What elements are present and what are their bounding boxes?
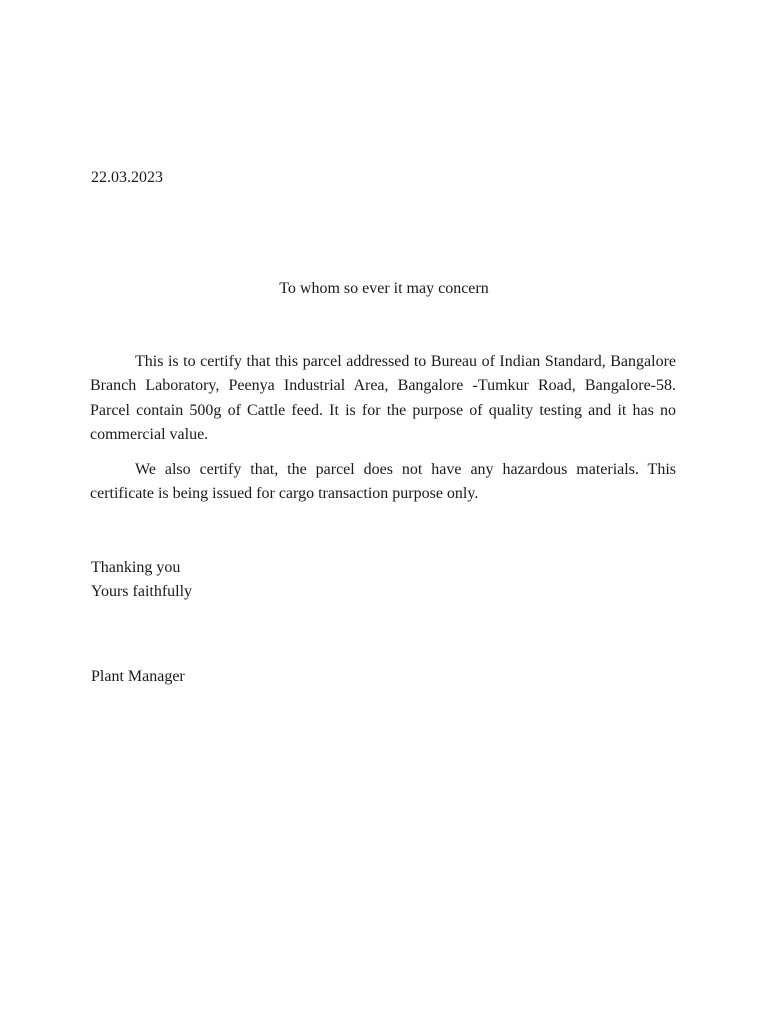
letter-date: 22.03.2023 [91,169,163,186]
closing-thanks: Thanking you [91,559,181,576]
letter-salutation: To whom so ever it may concern [279,280,489,297]
closing-valediction: Yours faithfully [91,583,193,600]
certification-paragraph: This is to certify that this parcel addressed to Bureau of Indian Standard, Bangalore Branch Laboratory, Peenya Industrial Area, Bangalore -Tumkur Road, Bangalore-58. Parcel contain 500g of Cattle feed. It is for the purpose of quality testing and it has no commercial value. [90,353,676,443]
hazard-statement-paragraph: We also certify that, the parcel does not have any hazardous materials. This certificate is being issued for cargo transaction purpose only. [90,461,676,503]
signatory-title: Plant Manager [91,668,185,685]
